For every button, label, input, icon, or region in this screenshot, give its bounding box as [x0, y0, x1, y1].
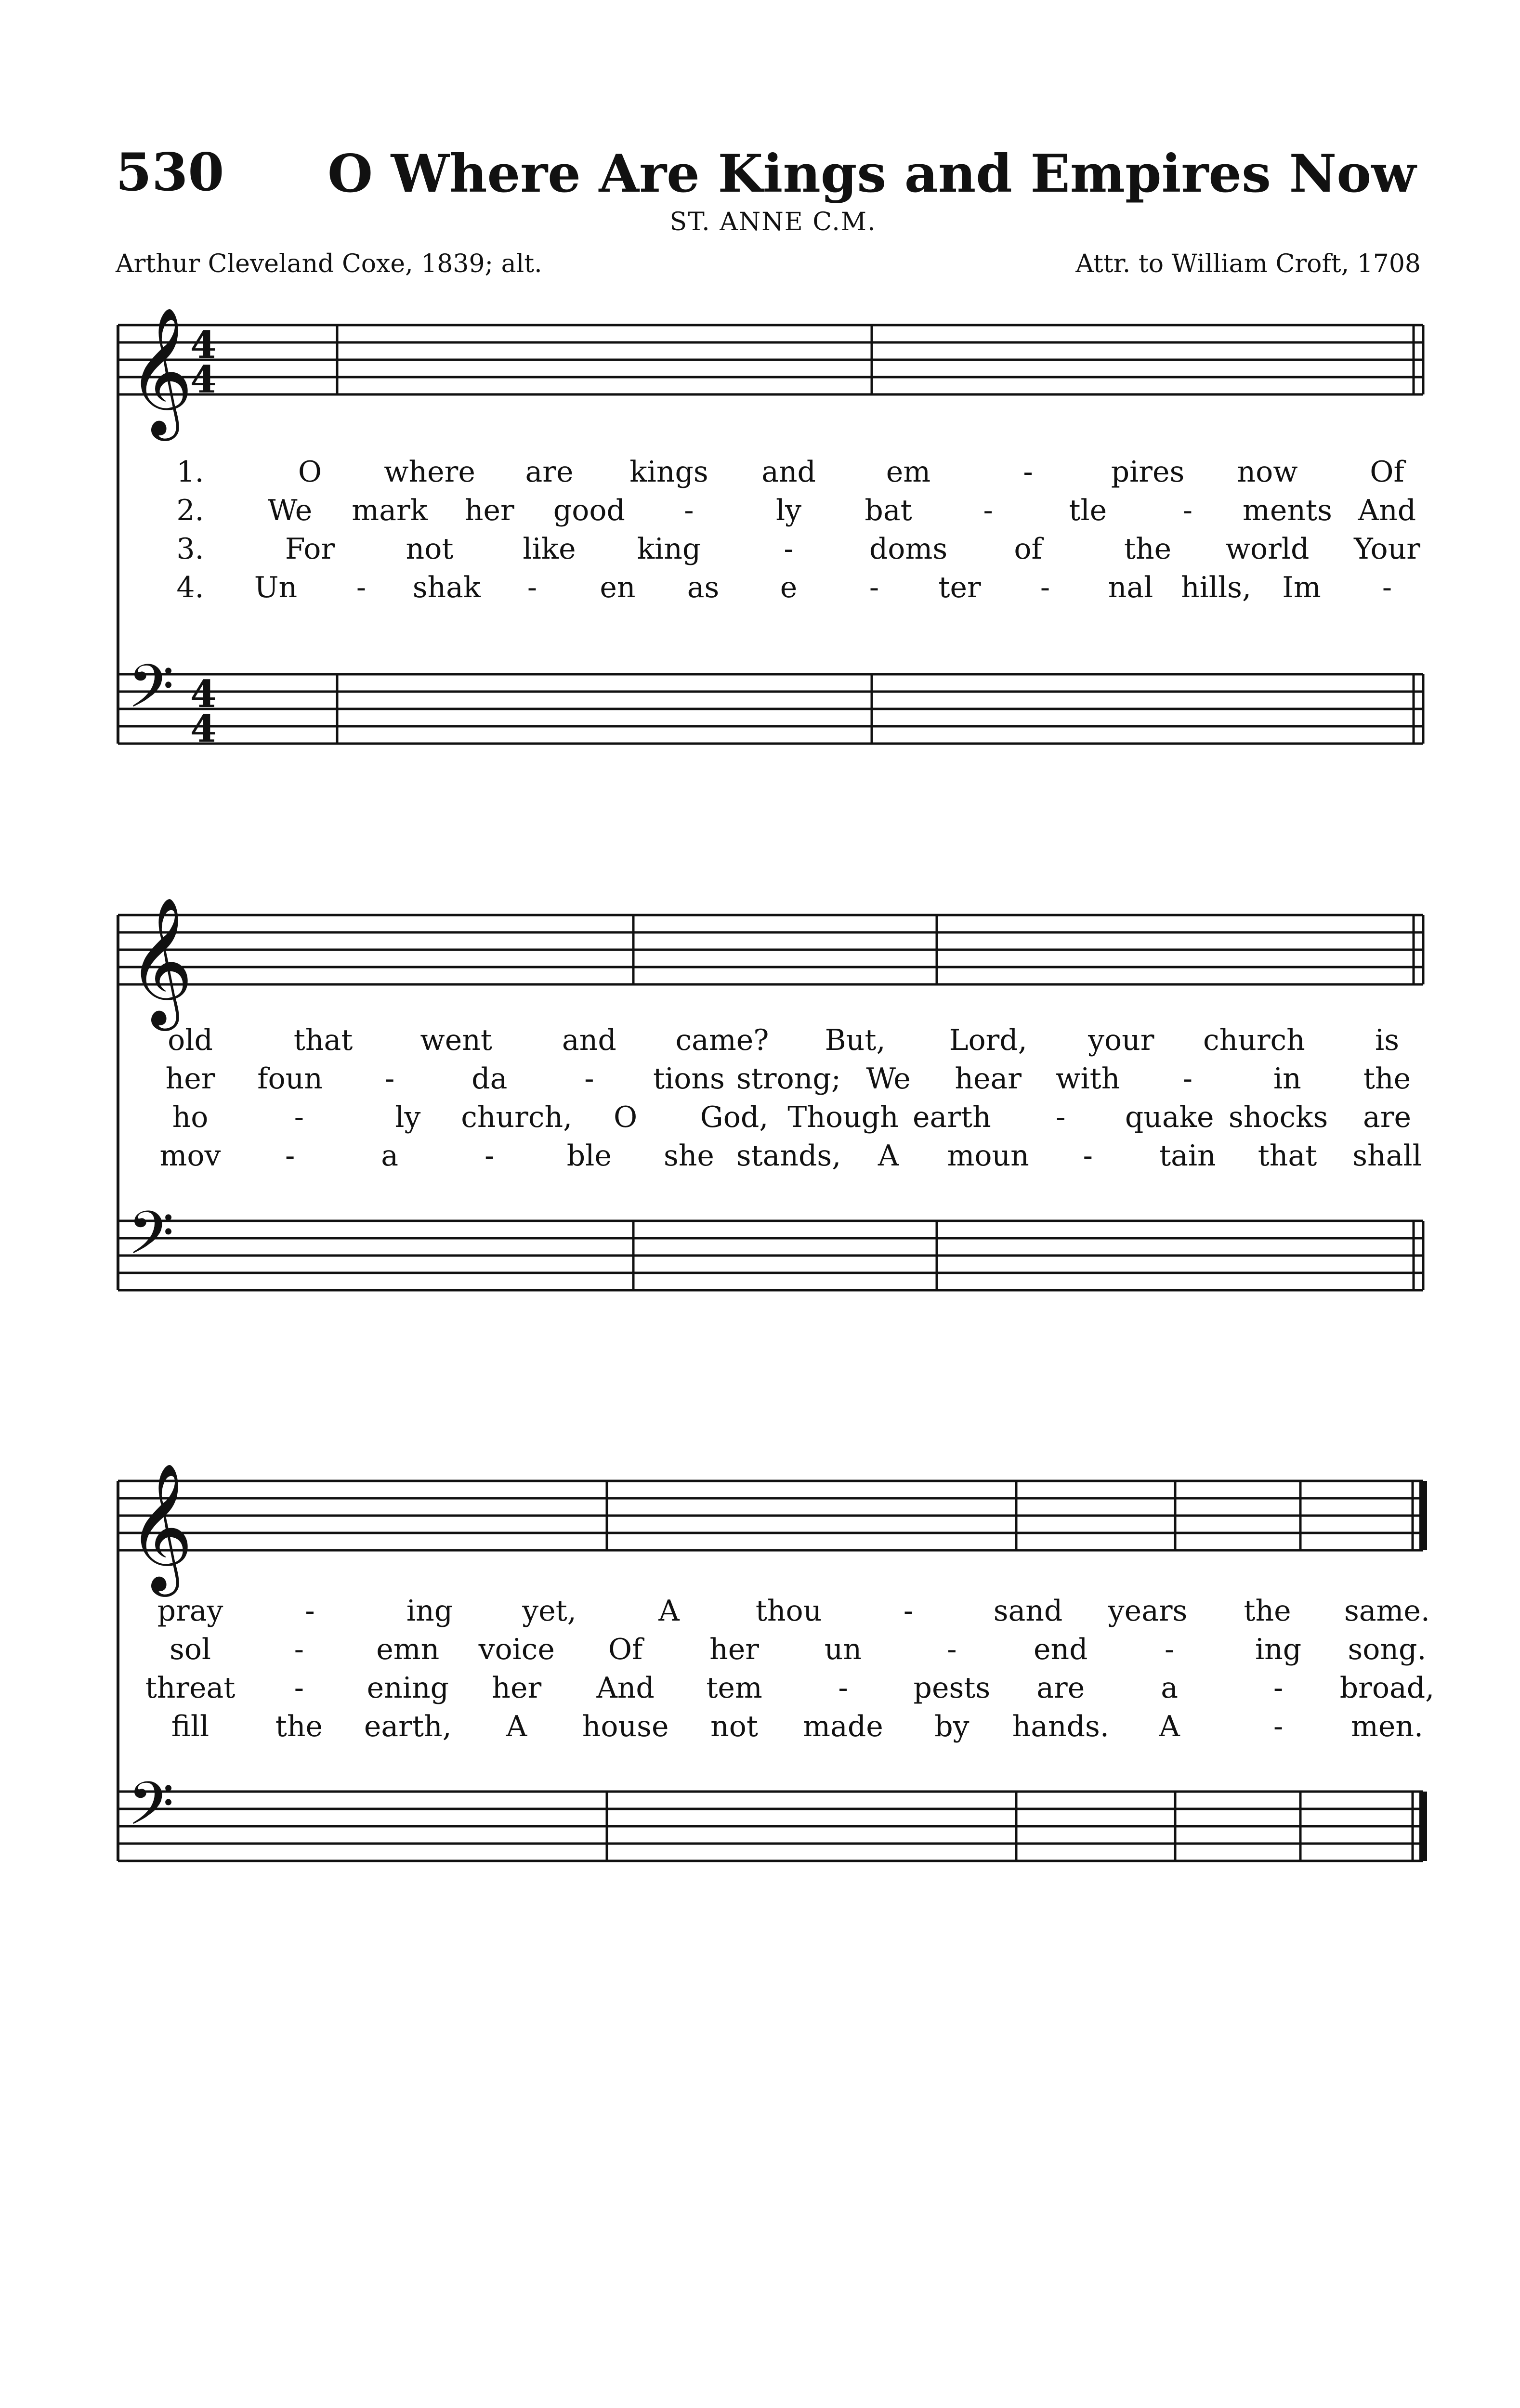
bass-clef-icon: 𝄢 — [128, 1769, 174, 1853]
syllable-hyphen: - — [1023, 455, 1033, 489]
tune-name: ST. ANNE C.M. — [669, 208, 877, 236]
lyric-syllable: O — [614, 1100, 638, 1134]
syllable-hyphen: - — [1273, 1710, 1284, 1743]
lyric-syllable: tle — [1069, 494, 1107, 527]
verse-line — [157, 1594, 1430, 1628]
lyric-syllable: her — [492, 1671, 542, 1705]
syllable-hyphen: - — [784, 532, 794, 566]
lyric-syllable: a — [1161, 1671, 1179, 1705]
syllable-hyphen: - — [947, 1633, 957, 1666]
bass-clef-icon: 𝄢 — [128, 1199, 174, 1283]
lyric-syllable: church — [1203, 1023, 1305, 1057]
system-1 — [118, 307, 1423, 751]
syllable-hyphen: - — [294, 1100, 304, 1134]
verse-line — [166, 1062, 1411, 1096]
lyric-syllable: em — [886, 455, 931, 489]
lyric-syllable: pests — [913, 1671, 991, 1705]
lyric-syllable: her — [709, 1633, 759, 1666]
syllable-hyphen: - — [838, 1671, 848, 1705]
lyric-syllable: she — [663, 1139, 714, 1173]
lyric-syllable: hands. — [1012, 1710, 1109, 1743]
treble-staff — [118, 1463, 1423, 1597]
hymn-header — [115, 142, 1421, 278]
lyric-syllable: Of — [1370, 455, 1404, 489]
syllable-hyphen: - — [485, 1139, 495, 1173]
time-signature-top: 4 — [190, 672, 217, 716]
lyric-syllable: A — [878, 1139, 899, 1173]
music-systems — [118, 307, 1434, 1861]
time-signature-bottom: 4 — [190, 358, 217, 402]
lyric-syllable: came? — [675, 1023, 769, 1057]
music-credit: Attr. to William Croft, 1708 — [1075, 249, 1421, 278]
lyric-syllable: a — [381, 1139, 399, 1173]
lyric-syllable: are — [1363, 1100, 1411, 1134]
lyric-syllable: ing — [1255, 1633, 1302, 1666]
lyric-syllable: house — [582, 1710, 669, 1743]
syllable-hyphen: - — [356, 571, 367, 604]
lyric-syllable: A — [506, 1710, 527, 1743]
lyric-syllable: ly — [775, 494, 802, 527]
lyric-syllable: yet, — [522, 1594, 577, 1628]
lyric-syllable: made — [803, 1710, 883, 1743]
lyric-syllable: en — [600, 571, 636, 604]
lyric-syllable: 2. — [176, 494, 204, 527]
verse-line — [160, 1139, 1422, 1173]
lyric-syllable: shak — [412, 571, 481, 604]
lyric-syllable: that — [1258, 1139, 1317, 1173]
syllable-hyphen: - — [1056, 1100, 1066, 1134]
lyric-syllable: God, — [700, 1100, 769, 1134]
lyric-syllable: same. — [1344, 1594, 1430, 1628]
syllable-hyphen: - — [1040, 571, 1050, 604]
lyric-syllable: good — [553, 494, 625, 527]
lyric-syllable: pray — [157, 1594, 223, 1628]
lyric-syllable: shall — [1352, 1139, 1422, 1173]
lyric-syllable: 3. — [176, 532, 204, 566]
lyric-syllable: pires — [1111, 455, 1185, 489]
syllable-hyphen: - — [294, 1633, 304, 1666]
lyric-syllable: shocks — [1228, 1100, 1328, 1134]
lyric-syllable: king — [637, 532, 701, 566]
lyric-syllable: Though — [787, 1100, 899, 1134]
lyric-syllable: ening — [367, 1671, 449, 1705]
lyric-syllable: of — [1014, 532, 1042, 566]
syllable-hyphen: - — [1165, 1633, 1175, 1666]
lyric-syllable: Of — [608, 1633, 643, 1666]
lyric-syllable: ter — [938, 571, 981, 604]
lyric-syllable: end — [1033, 1633, 1088, 1666]
verse-line — [176, 571, 1392, 604]
lyric-syllable: And — [1358, 494, 1416, 527]
treble-clef-icon: 𝄞 — [128, 1463, 193, 1591]
lyric-syllable: emn — [376, 1633, 440, 1666]
lyric-syllable: and — [761, 455, 816, 489]
lyric-syllable: like — [523, 532, 576, 566]
lyric-syllable: ly — [395, 1100, 421, 1134]
lyric-syllable: Un — [254, 571, 298, 604]
lyric-syllable: and — [562, 1023, 616, 1057]
lyric-syllable: We — [267, 494, 313, 527]
lyric-syllable: Your — [1354, 532, 1420, 566]
syllable-hyphen: - — [385, 1062, 395, 1096]
lyric-syllable: da — [472, 1062, 508, 1096]
syllable-hyphen: - — [1182, 1062, 1192, 1096]
lyric-syllable: are — [1036, 1671, 1085, 1705]
lyric-syllable: broad, — [1339, 1671, 1435, 1705]
system-2 — [118, 897, 1423, 1290]
lyric-syllable: not — [406, 532, 454, 566]
lyric-syllable: years — [1108, 1594, 1188, 1628]
syllable-hyphen: - — [294, 1671, 304, 1705]
lyric-syllable: O — [298, 455, 322, 489]
lyric-syllable: fill — [171, 1710, 210, 1743]
lyric-syllable: song. — [1348, 1633, 1427, 1666]
lyric-syllable: We — [866, 1062, 911, 1096]
lyric-syllable: in — [1273, 1062, 1301, 1096]
lyric-syllable: the — [275, 1710, 323, 1743]
lyric-syllable: men. — [1350, 1710, 1424, 1743]
system-3 — [118, 1463, 1434, 1861]
syllable-hyphen: - — [1182, 494, 1192, 527]
hymn-number: 530 — [116, 142, 224, 203]
verse-line — [168, 1023, 1399, 1057]
lyric-syllable: 1. — [176, 455, 204, 489]
lyric-syllable: not — [710, 1710, 758, 1743]
treble-staff — [118, 897, 1423, 1031]
syllable-hyphen: - — [903, 1594, 914, 1628]
lyric-syllable: her — [165, 1062, 215, 1096]
syllable-hyphen: - — [869, 571, 879, 604]
lyric-syllable: by — [934, 1710, 970, 1743]
lyric-syllable: the — [1124, 532, 1172, 566]
lyric-syllable: earth, — [364, 1710, 452, 1743]
lyric-syllable: moun — [947, 1139, 1029, 1173]
syllable-hyphen: - — [285, 1139, 295, 1173]
lyric-syllable: ments — [1242, 494, 1332, 527]
lyric-syllable: is — [1375, 1023, 1399, 1057]
lyric-syllable: church, — [461, 1100, 573, 1134]
verse-line — [176, 494, 1416, 527]
treble-staff — [118, 307, 1423, 441]
syllable-hyphen: - — [527, 571, 537, 604]
bass-staff — [118, 652, 1423, 744]
lyric-syllable: e — [780, 571, 798, 604]
verse-line — [145, 1671, 1435, 1705]
verse-line — [176, 532, 1420, 566]
verse-line — [176, 455, 1406, 489]
lyric-syllable: her — [464, 494, 514, 527]
lyric-syllable: earth — [913, 1100, 991, 1134]
lyric-syllable: ble — [566, 1139, 612, 1173]
lyric-syllable: bat — [865, 494, 912, 527]
verse-line — [171, 1710, 1423, 1743]
treble-clef-icon: 𝄞 — [128, 897, 193, 1025]
lyric-syllable: sol — [169, 1633, 211, 1666]
bass-staff — [118, 1199, 1423, 1290]
syllable-hyphen: - — [1273, 1671, 1284, 1705]
treble-clef-icon: 𝄞 — [128, 307, 193, 435]
hymn-title: O Where Are Kings and Empires Now — [328, 144, 1416, 204]
lyric-syllable: But, — [825, 1023, 886, 1057]
lyric-syllable: tem — [706, 1671, 762, 1705]
syllable-hyphen: - — [584, 1062, 594, 1096]
lyric-syllable: voice — [478, 1633, 555, 1666]
lyric-syllable: as — [687, 571, 720, 604]
syllable-hyphen: - — [983, 494, 993, 527]
bass-clef-icon: 𝄢 — [128, 652, 174, 736]
verse-line — [170, 1633, 1427, 1666]
lyric-syllable: mark — [352, 494, 428, 527]
lyric-syllable: quake — [1125, 1100, 1214, 1134]
syllable-hyphen: - — [1083, 1139, 1093, 1173]
lyric-syllable: A — [658, 1594, 680, 1628]
lyric-syllable: your — [1088, 1023, 1154, 1057]
lyric-syllable: are — [525, 455, 574, 489]
lyric-syllable: Im — [1282, 571, 1321, 604]
lyric-syllable: old — [168, 1023, 213, 1057]
lyric-syllable: ho — [172, 1100, 209, 1134]
lyric-syllable: now — [1237, 455, 1298, 489]
lyric-syllable: sand — [993, 1594, 1063, 1628]
lyric-syllable: thou — [755, 1594, 822, 1628]
lyric-syllable: that — [293, 1023, 353, 1057]
lyric-syllable: kings — [629, 455, 708, 489]
syllable-hyphen: - — [684, 494, 694, 527]
lyric-syllable: ing — [406, 1594, 453, 1628]
lyric-syllable: the — [1244, 1594, 1291, 1628]
lyric-syllable: un — [824, 1633, 862, 1666]
lyric-syllable: hear — [955, 1062, 1022, 1096]
lyric-syllable: 4. — [176, 571, 204, 604]
words-credit: Arthur Cleveland Coxe, 1839; alt. — [116, 249, 542, 278]
lyric-syllable: strong; — [736, 1062, 841, 1096]
lyric-syllable: stands, — [736, 1139, 841, 1173]
lyric-syllable: world — [1225, 532, 1310, 566]
lyric-syllable: doms — [869, 532, 948, 566]
time-signature-bottom: 4 — [190, 707, 217, 751]
lyric-syllable: threat — [145, 1671, 236, 1705]
lyric-syllable: tions — [653, 1062, 725, 1096]
lyric-syllable: For — [285, 532, 335, 566]
lyric-syllable: hills, — [1180, 571, 1252, 604]
lyric-syllable: went — [420, 1023, 493, 1057]
lyric-syllable: nal — [1108, 571, 1153, 604]
lyric-syllable: with — [1056, 1062, 1120, 1096]
lyric-syllable: foun — [257, 1062, 323, 1096]
lyric-syllable: tain — [1159, 1139, 1216, 1173]
lyric-syllable: mov — [159, 1139, 221, 1173]
lyric-syllable: A — [1159, 1710, 1180, 1743]
syllable-hyphen: - — [305, 1594, 315, 1628]
lyric-syllable: And — [596, 1671, 655, 1705]
time-signature-top: 4 — [190, 323, 217, 367]
verse-line — [172, 1100, 1411, 1134]
lyric-syllable: Lord, — [949, 1023, 1027, 1057]
bass-staff — [118, 1769, 1423, 1861]
syllable-hyphen: - — [1382, 571, 1392, 604]
lyric-syllable: where — [384, 455, 475, 489]
lyric-syllable: the — [1363, 1062, 1411, 1096]
